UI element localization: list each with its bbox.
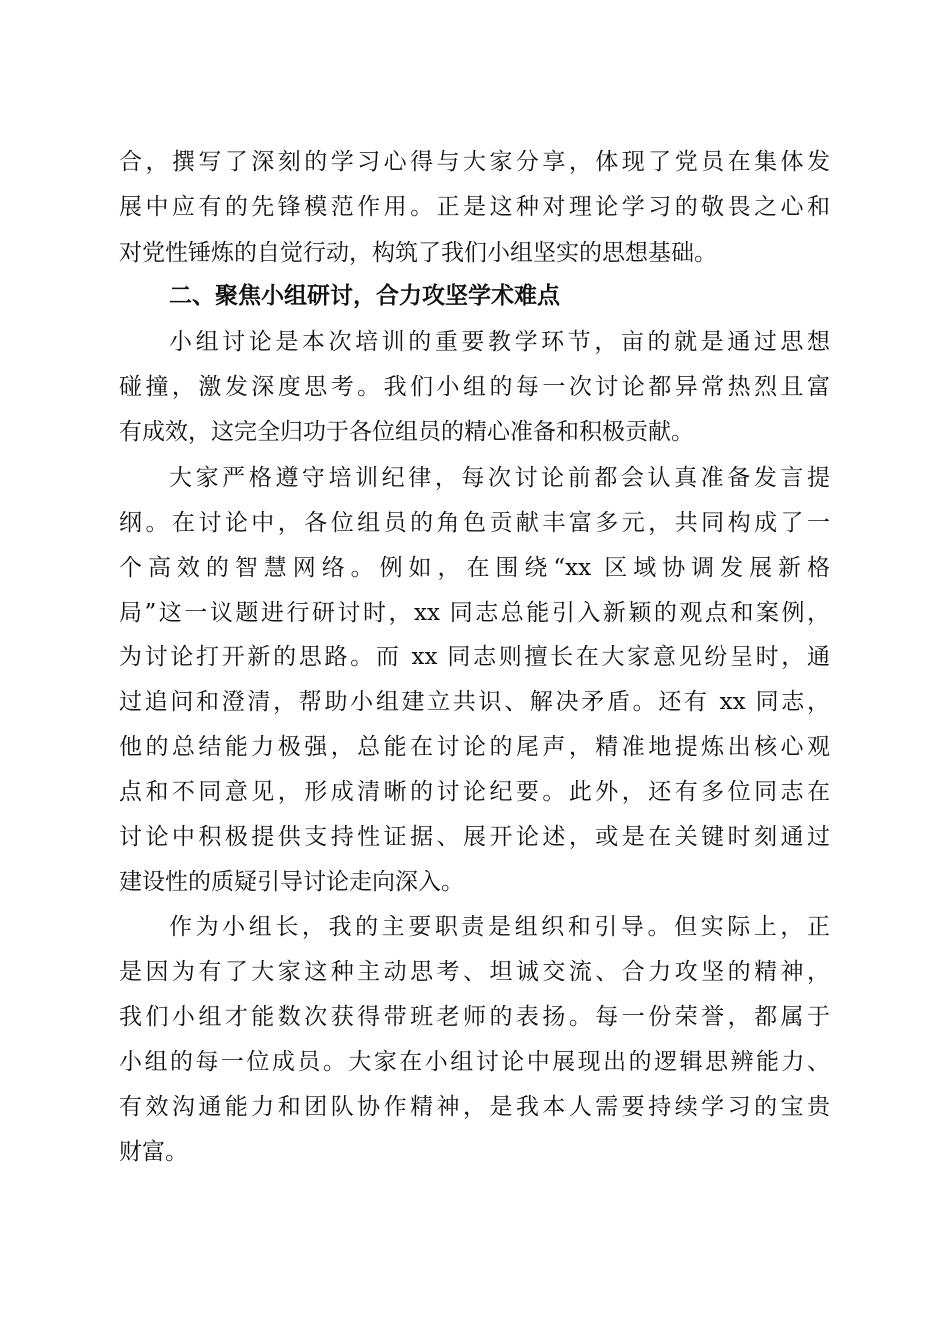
body-text-line: 他的总结能力极强，总能在讨论的尾声，精准地提炼出核心观 bbox=[119, 734, 830, 760]
body-text-line: 合，撰写了深刻的学习心得与大家分享，体现了党员在集体发 bbox=[119, 149, 830, 175]
body-text-line: 财富。 bbox=[119, 1139, 188, 1165]
body-text-line: 为讨论打开新的思路。而 xx 同志则擅长在大家意见纷呈时，通 bbox=[119, 644, 830, 670]
body-text-line: 展中应有的先锋模范作用。正是这种对理论学习的敬畏之心和 bbox=[119, 194, 830, 220]
body-text-line: 点和不同意见，形成清晰的讨论纪要。此外，还有多位同志在 bbox=[119, 779, 830, 805]
body-text-line: 碰撞，激发深度思考。我们小组的每一次讨论都异常热烈且富 bbox=[119, 374, 830, 400]
section-heading: 二、聚焦小组研讨，合力攻坚学术难点 bbox=[169, 283, 560, 309]
body-text-line: 讨论中积极提供支持性证据、展开论述，或是在关键时刻通过 bbox=[119, 824, 830, 850]
body-text-line: 大家严格遵守培训纪律，每次讨论前都会认真准备发言提 bbox=[169, 465, 830, 491]
body-text-line: 个高效的智慧网络。例如，在围绕“xx 区域协调发展新格 bbox=[119, 555, 830, 581]
body-text-line: 对党性锤炼的自觉行动，构筑了我们小组坚实的思想基础。 bbox=[119, 240, 717, 266]
body-text-line: 我们小组才能数次获得带班老师的表扬。每一份荣誉，都属于 bbox=[119, 1004, 830, 1030]
body-text-line: 纲。在讨论中，各位组员的角色贡献丰富多元，共同构成了一 bbox=[119, 510, 830, 536]
body-text-line: 有成效，这完全归功于各位组员的精心准备和积极贡献。 bbox=[119, 419, 694, 445]
body-text-line: 作为小组长，我的主要职责是组织和引导。但实际上，正 bbox=[169, 914, 830, 940]
body-text-line: 过追问和澄清，帮助小组建立共识、解决矛盾。还有 xx 同志， bbox=[119, 689, 830, 715]
body-text-line: 局”这一议题进行研讨时，xx 同志总能引入新颖的观点和案例， bbox=[119, 600, 830, 626]
body-text-line: 建设性的质疑引导讨论走向深入。 bbox=[119, 869, 464, 895]
body-text-line: 有效沟通能力和团队协作精神，是我本人需要持续学习的宝贵 bbox=[119, 1094, 830, 1120]
body-text-line: 小组的每一位成员。大家在小组讨论中展现出的逻辑思辨能力、 bbox=[119, 1049, 830, 1075]
body-text-line: 小组讨论是本次培训的重要教学环节，亩的就是通过思想 bbox=[169, 329, 830, 355]
body-text-line: 是因为有了大家这种主动思考、坦诚交流、合力攻坚的精神， bbox=[119, 959, 830, 985]
